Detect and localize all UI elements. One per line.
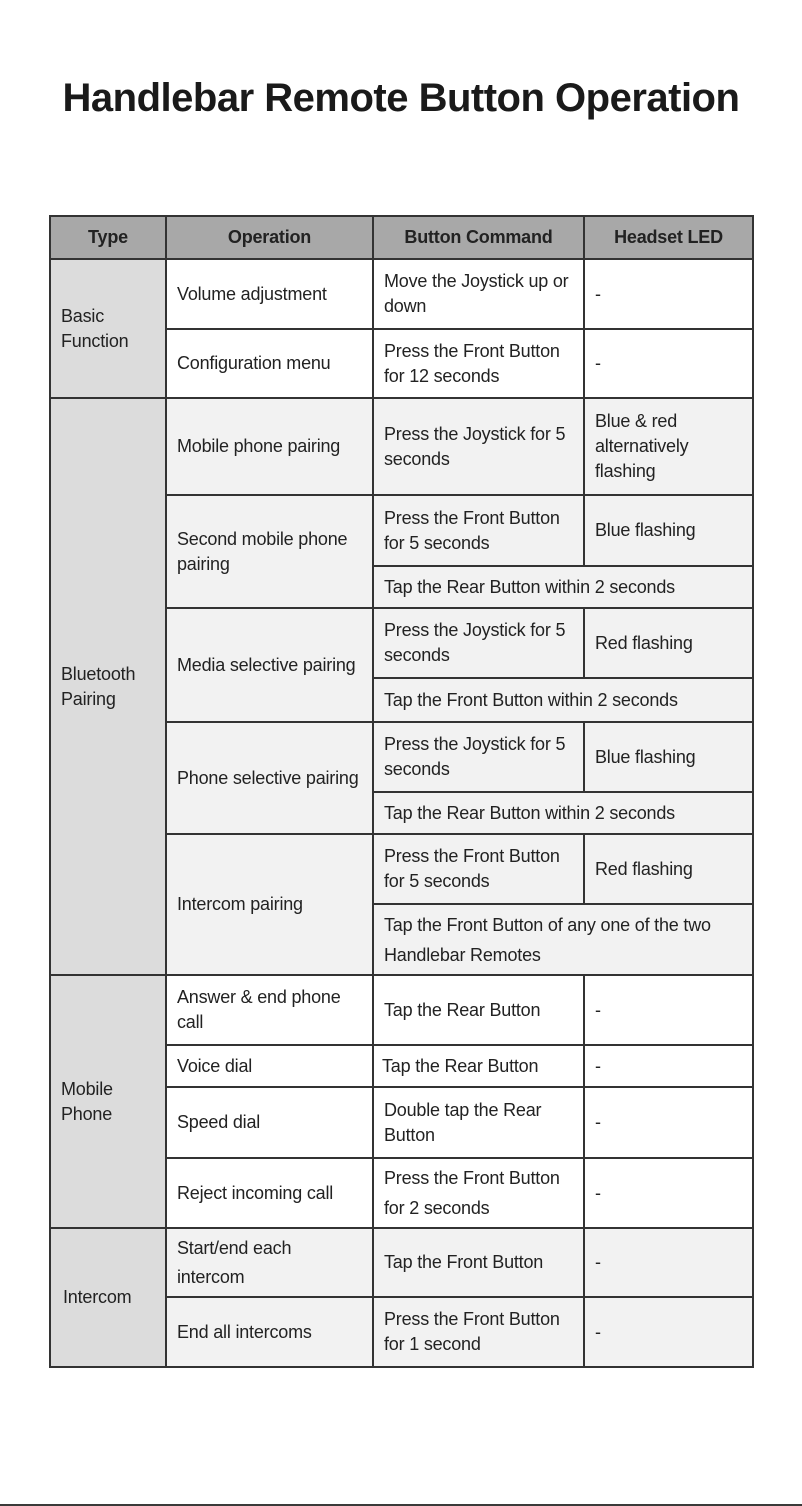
- operation-cell: End all intercoms: [166, 1297, 373, 1367]
- led-cell: -: [584, 259, 753, 329]
- page-title: Handlebar Remote Button Operation: [62, 76, 740, 120]
- led-cell: Red flashing: [584, 608, 753, 678]
- operation-cell: Mobile phone pairing: [166, 398, 373, 495]
- led-cell: Red flashing: [584, 834, 753, 904]
- table-row: [50, 398, 753, 495]
- command-cell: Press the Joystick for 5 seconds: [373, 608, 584, 678]
- followup-command-cell: Tap the Front Button within 2 seconds: [373, 678, 753, 722]
- operation-cell: Configuration menu: [166, 329, 373, 398]
- command-cell: Press the Front Button for 12 seconds: [373, 329, 584, 398]
- operation-cell: Speed dial: [166, 1087, 373, 1158]
- led-cell: -: [584, 1045, 753, 1087]
- followup-command-cell: Tap the Rear Button within 2 seconds: [373, 792, 753, 834]
- command-cell: Double tap the Rear Button: [373, 1087, 584, 1158]
- operation-cell: Second mobile phone pairing: [166, 495, 373, 608]
- operation-cell: Answer & end phone call: [166, 975, 373, 1045]
- operation-cell: Volume adjustment: [166, 259, 373, 329]
- header-operation: Operation: [166, 216, 373, 259]
- led-cell: -: [584, 975, 753, 1045]
- command-cell: Press the Joystick for 5 seconds: [373, 722, 584, 792]
- followup-command-cell: Tap the Rear Button within 2 seconds: [373, 566, 753, 608]
- header-headset-led: Headset LED: [584, 216, 753, 259]
- table-row: [50, 259, 753, 329]
- operation-cell: Start/end each intercom: [166, 1228, 373, 1297]
- operation-cell: Voice dial: [166, 1045, 373, 1087]
- command-cell: Press the Front Button for 2 seconds: [373, 1158, 584, 1228]
- led-cell: -: [584, 1297, 753, 1367]
- operation-cell: Reject incoming call: [166, 1158, 373, 1228]
- table-row: [50, 1228, 753, 1297]
- header-type: Type: [50, 216, 166, 259]
- command-cell: Move the Joystick up or down: [373, 259, 584, 329]
- led-cell: -: [584, 329, 753, 398]
- led-cell: Blue flashing: [584, 495, 753, 566]
- led-cell: -: [584, 1228, 753, 1297]
- type-cell-bluetooth-pairing: Bluetooth Pairing: [50, 398, 166, 975]
- command-cell: Tap the Front Button: [373, 1228, 584, 1297]
- led-cell: -: [584, 1087, 753, 1158]
- type-cell-mobile-phone: Mobile Phone: [50, 975, 166, 1228]
- command-cell: Press the Front Button for 5 seconds: [373, 495, 584, 566]
- command-cell: Tap the Rear Button: [373, 1045, 584, 1087]
- command-cell: Tap the Rear Button: [373, 975, 584, 1045]
- operation-cell: Intercom pairing: [166, 834, 373, 975]
- operation-cell: Phone selective pairing: [166, 722, 373, 834]
- type-cell-intercom: Intercom: [50, 1228, 166, 1367]
- command-cell: Press the Front Button for 1 second: [373, 1297, 584, 1367]
- table-header-row: [50, 216, 753, 259]
- led-cell: -: [584, 1158, 753, 1228]
- command-cell: Press the Joystick for 5 seconds: [373, 398, 584, 495]
- followup-command-cell: Tap the Front Button of any one of the two Handlebar Remotes: [373, 904, 753, 975]
- led-cell: Blue & red alternatively flashing: [584, 398, 753, 495]
- button-operation-table: [49, 215, 754, 1368]
- header-button-command: Button Command: [373, 216, 584, 259]
- command-cell: Press the Front Button for 5 seconds: [373, 834, 584, 904]
- led-cell: Blue flashing: [584, 722, 753, 792]
- type-cell-basic-function: Basic Function: [50, 259, 166, 398]
- table-row: [50, 975, 753, 1045]
- operation-cell: Media selective pairing: [166, 608, 373, 722]
